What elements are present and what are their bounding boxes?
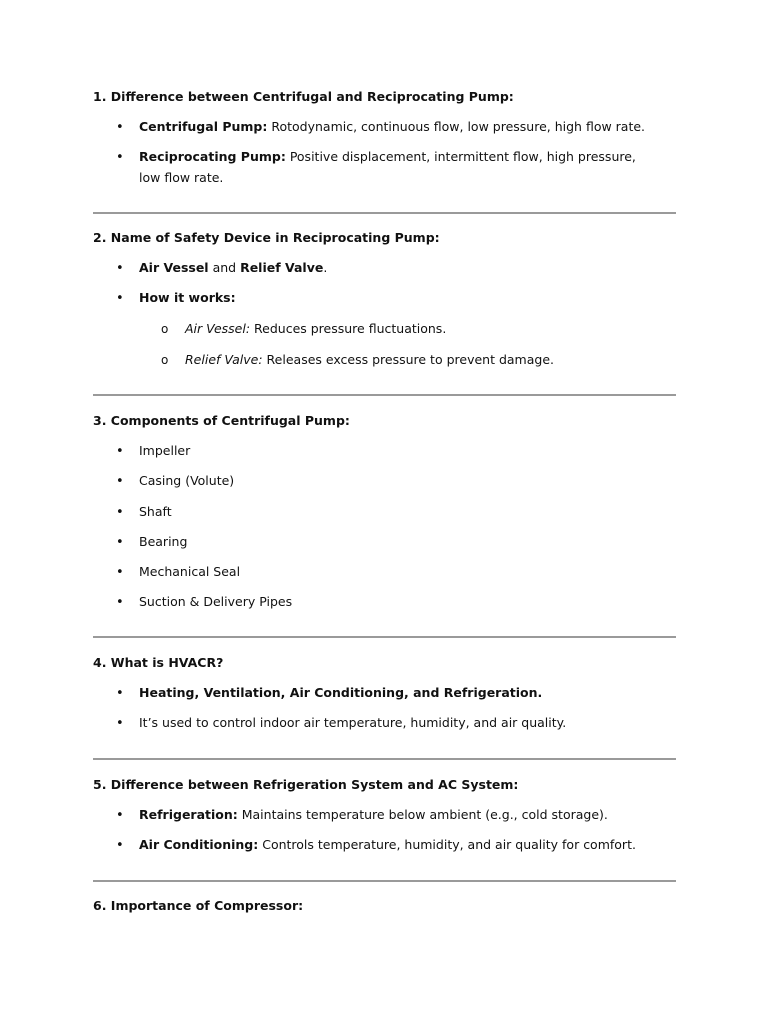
bullet-icon: • [116,565,124,580]
section-divider [93,212,676,214]
bullet-icon: • [116,535,124,550]
list-item [139,804,659,825]
section-2-heading: 2. Name of Safety Device in Reciprocating Pump: [93,230,440,245]
item-label: Air Conditioning: [139,837,259,852]
circle-bullet-icon: o [161,322,169,336]
bullet-icon: • [116,444,124,459]
sub-list-item [185,321,446,337]
list-item: Casing (Volute) [139,473,235,488]
list-item: It’s used to control indoor air temperature, humidity, and air quality. [139,715,567,730]
sub-item-text: Reduces pressure fluctuations. [250,321,447,336]
item-text: Positive displacement, intermittent flow, high pressure, low flow rate. [139,149,636,185]
list-item [139,834,659,855]
bullet-icon: • [116,716,124,731]
list-item: Mechanical Seal [139,564,241,579]
item-label: Refrigeration: [139,807,238,822]
bullet-icon: • [116,505,124,520]
list-item [139,257,659,278]
item-label: Relief Valve [240,260,324,275]
list-item [139,287,659,308]
section-3-heading: 3. Components of Centrifugal Pump: [93,413,350,428]
item-text: . [323,260,328,275]
bullet-icon: • [116,291,124,306]
bullet-icon: • [116,261,124,276]
item-text: Maintains temperature below ambient (e.g., cold storage). [237,807,608,822]
list-item: Impeller [139,443,191,458]
sub-item-label: Relief Valve: [185,352,263,367]
sub-list-item [185,352,554,368]
list-item [139,682,659,703]
bullet-icon: • [116,474,124,489]
section-divider [93,880,676,882]
circle-bullet-icon: o [161,353,169,367]
item-label: Air Vessel [139,260,209,275]
section-divider [93,394,676,396]
item-label: Reciprocating Pump: [139,149,286,164]
sub-item-text: Releases excess pressure to prevent damage. [262,352,554,367]
section-divider [93,758,676,760]
list-item [139,146,659,188]
bullet-icon: • [116,838,124,853]
section-6-heading: 6. Importance of Compressor: [93,898,304,913]
section-divider [93,636,676,638]
list-item: Bearing [139,534,188,549]
section-5-heading: 5. Difference between Refrigeration System and AC System: [93,777,519,792]
list-item: Shaft [139,504,172,519]
item-text: Rotodynamic, continuous flow, low pressure, high flow rate. [267,119,646,134]
sub-item-label: Air Vessel: [185,321,251,336]
section-4-heading: 4. What is HVACR? [93,655,224,670]
list-item [139,116,659,137]
bullet-icon: • [116,595,124,610]
bullet-icon: • [116,808,124,823]
item-text: Controls temperature, humidity, and air quality for comfort. [258,837,636,852]
item-text: and [208,260,241,275]
section-1-heading: 1. Difference between Centrifugal and Reciprocating Pump: [93,89,514,104]
bullet-icon: • [116,120,124,135]
item-label: How it works: [139,290,236,305]
bullet-icon: • [116,686,124,701]
item-label: Centrifugal Pump: [139,119,268,134]
bullet-icon: • [116,150,124,165]
item-label: Heating, Ventilation, Air Conditioning, and Refrigeration. [139,685,543,700]
list-item: Suction & Delivery Pipes [139,594,293,609]
